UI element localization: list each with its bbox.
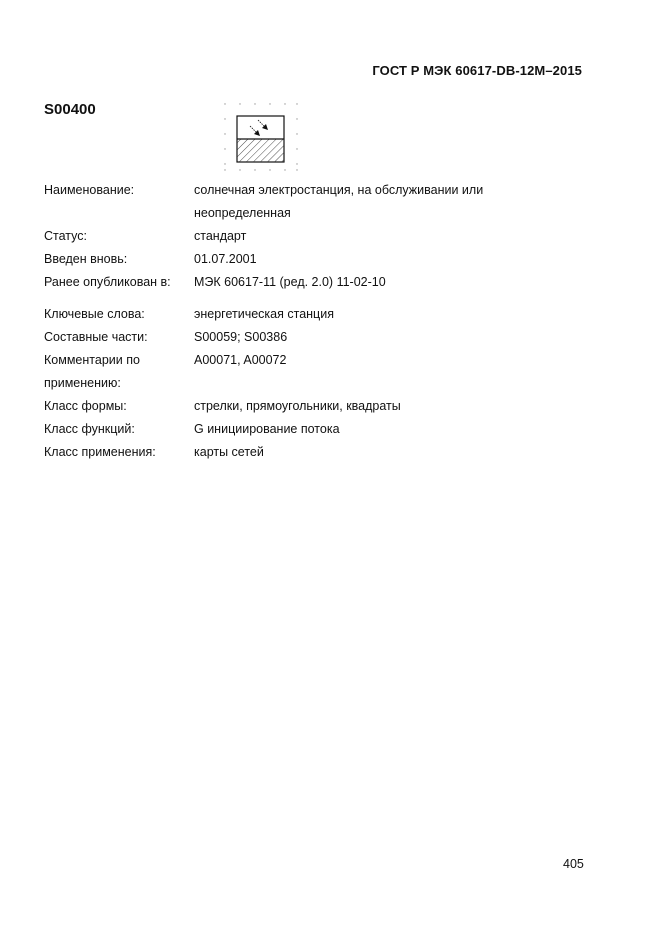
page-number: 405 <box>563 857 584 871</box>
field-value: A00071, A00072 <box>194 353 287 367</box>
field-label: Составные части: <box>44 330 148 344</box>
field-value: S00059; S00386 <box>194 330 288 344</box>
field-label: Ключевые слова: <box>44 307 145 321</box>
field-value: стрелки, прямоугольники, квадраты <box>194 399 401 413</box>
field-value-line: неопределенная <box>194 206 291 220</box>
field-application-class <box>44 441 604 464</box>
field-label-line: Комментарии по <box>44 353 140 367</box>
field-components <box>44 326 604 349</box>
field-shape-class <box>44 395 604 418</box>
field-value: карты сетей <box>194 445 264 459</box>
field-function-class <box>44 418 604 441</box>
symbol-id: S00400 <box>44 101 96 118</box>
field-label: Статус: <box>44 229 87 243</box>
field-value: МЭК 60617-11 (ред. 2.0) 11-02-10 <box>194 275 386 289</box>
field-label: Класс применения: <box>44 445 156 459</box>
field-label: Ранее опубликован в: <box>44 275 171 289</box>
field-label <box>44 349 194 395</box>
field-label: Введен вновь: <box>44 252 128 266</box>
field-name <box>44 179 604 225</box>
field-value: G инициирование потока <box>194 422 340 436</box>
document-header: ГОСТ Р МЭК 60617-DB-12M–2015 <box>372 63 582 78</box>
field-value <box>194 179 604 225</box>
field-value: 01.07.2001 <box>194 252 257 266</box>
field-label: Наименование: <box>44 183 135 197</box>
field-label: Класс функций: <box>44 422 135 436</box>
field-introduced <box>44 248 604 271</box>
field-keywords <box>44 303 604 326</box>
field-value-line: солнечная электростанция, на обслуживании или <box>194 183 484 197</box>
field-label: Класс формы: <box>44 399 127 413</box>
solar-power-station-symbol-icon <box>222 101 300 173</box>
spacer <box>44 294 604 303</box>
field-value: энергетическая станция <box>194 307 334 321</box>
field-status <box>44 225 604 248</box>
symbol-attributes <box>44 179 604 464</box>
field-application-notes <box>44 349 604 395</box>
field-previously-published <box>44 271 604 294</box>
field-value: стандарт <box>194 229 247 243</box>
field-label-line: применению: <box>44 376 121 390</box>
